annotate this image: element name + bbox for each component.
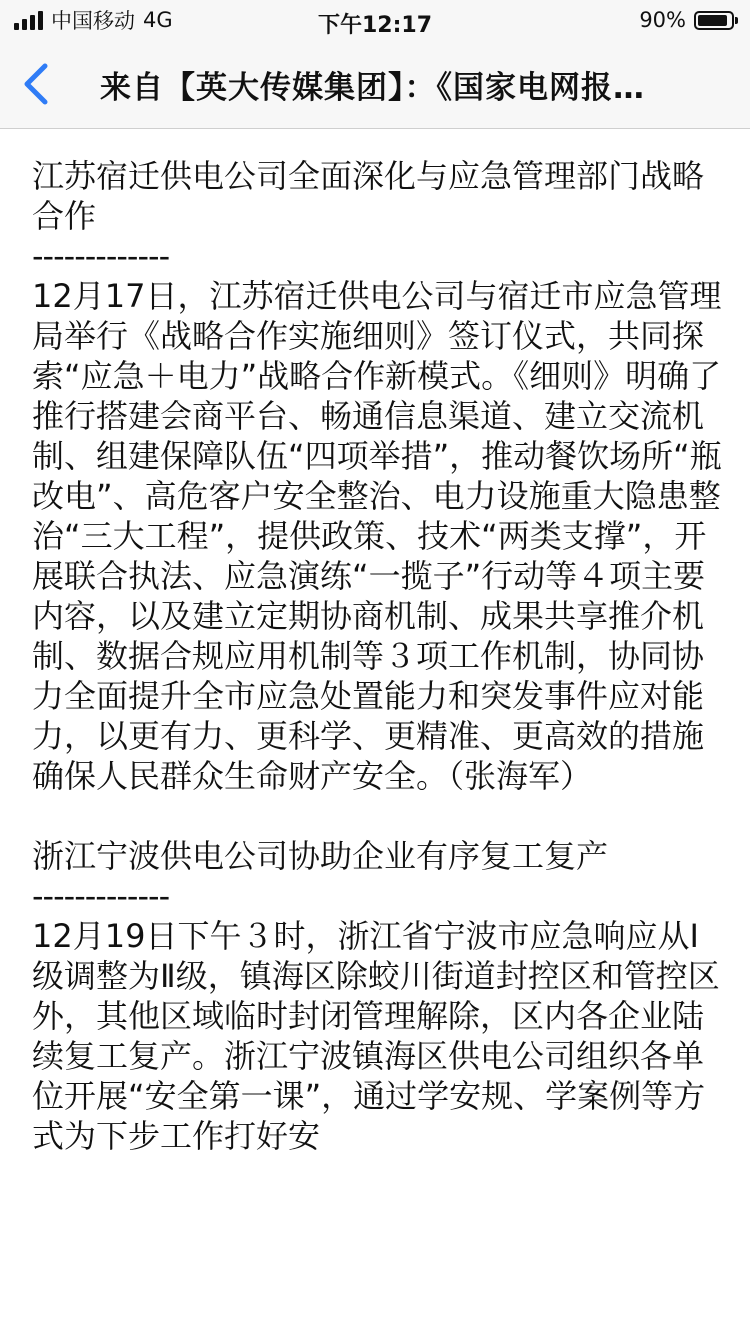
- status-time: 下午12:17: [317, 13, 433, 38]
- status-right: [639, 8, 734, 32]
- battery-icon: [694, 11, 734, 30]
- battery-percent: 90%: [639, 8, 686, 32]
- article-title: 浙江宁波供电公司协助企业有序复工复产: [32, 837, 609, 875]
- status-bar: [0, 0, 750, 40]
- chevron-left-icon: [21, 62, 51, 106]
- article-body: 12月17日，江苏宿迁供电公司与宿迁市应急管理局举行《战略合作实施细则》签订仪式，共同探索“应急＋电力”战略合作新模式。《细则》明确了推行搭建会商平台、畅通信息渠道、建立交流机制、组建保障队伍“四项举措”，推动餐饮场所“瓶改电”、高危客户安全整治、电力设施重大隐患整治“三大工程”，提供政策、技术“两类支撑”，开展联合执法、应急演练“一揽子”行动等４项主要内容，以及建立定期协商机制、成果共享推介机制、数据合规应用机制等３项工作机制，协同协力全面提升全市应急处置能力和突发事件应对能力，以更有力、更科学、更精准、更高效的措施确保人民群众生命财产安全。（张海军）: [32, 277, 722, 795]
- message-content: [32, 156, 722, 1156]
- network-label: 4G: [143, 8, 173, 32]
- carrier-label: 中国移动: [51, 9, 135, 33]
- nav-bar: [0, 40, 750, 129]
- back-button[interactable]: [6, 54, 66, 114]
- divider-line: -------------: [32, 877, 170, 915]
- article: [32, 156, 722, 796]
- nav-title: 来自【英大传媒集团】：《国家电网报…: [100, 70, 645, 106]
- divider-line: -------------: [32, 237, 170, 275]
- article-title: 江苏宿迁供电公司全面深化与应急管理部门战略合作: [32, 157, 705, 235]
- article-body: 12月19日下午３时，浙江省宁波市应急响应从Ⅰ级调整为Ⅱ级，镇海区除蛟川街道封控区和管控区外，其他区域临时封闭管理解除，区内各企业陆续复工复产。浙江宁波镇海区供电公司组织各单位开展“安全第一课”，通过学安规、学案例等方式为下步工作打好安: [32, 917, 720, 1155]
- article: [32, 836, 722, 1156]
